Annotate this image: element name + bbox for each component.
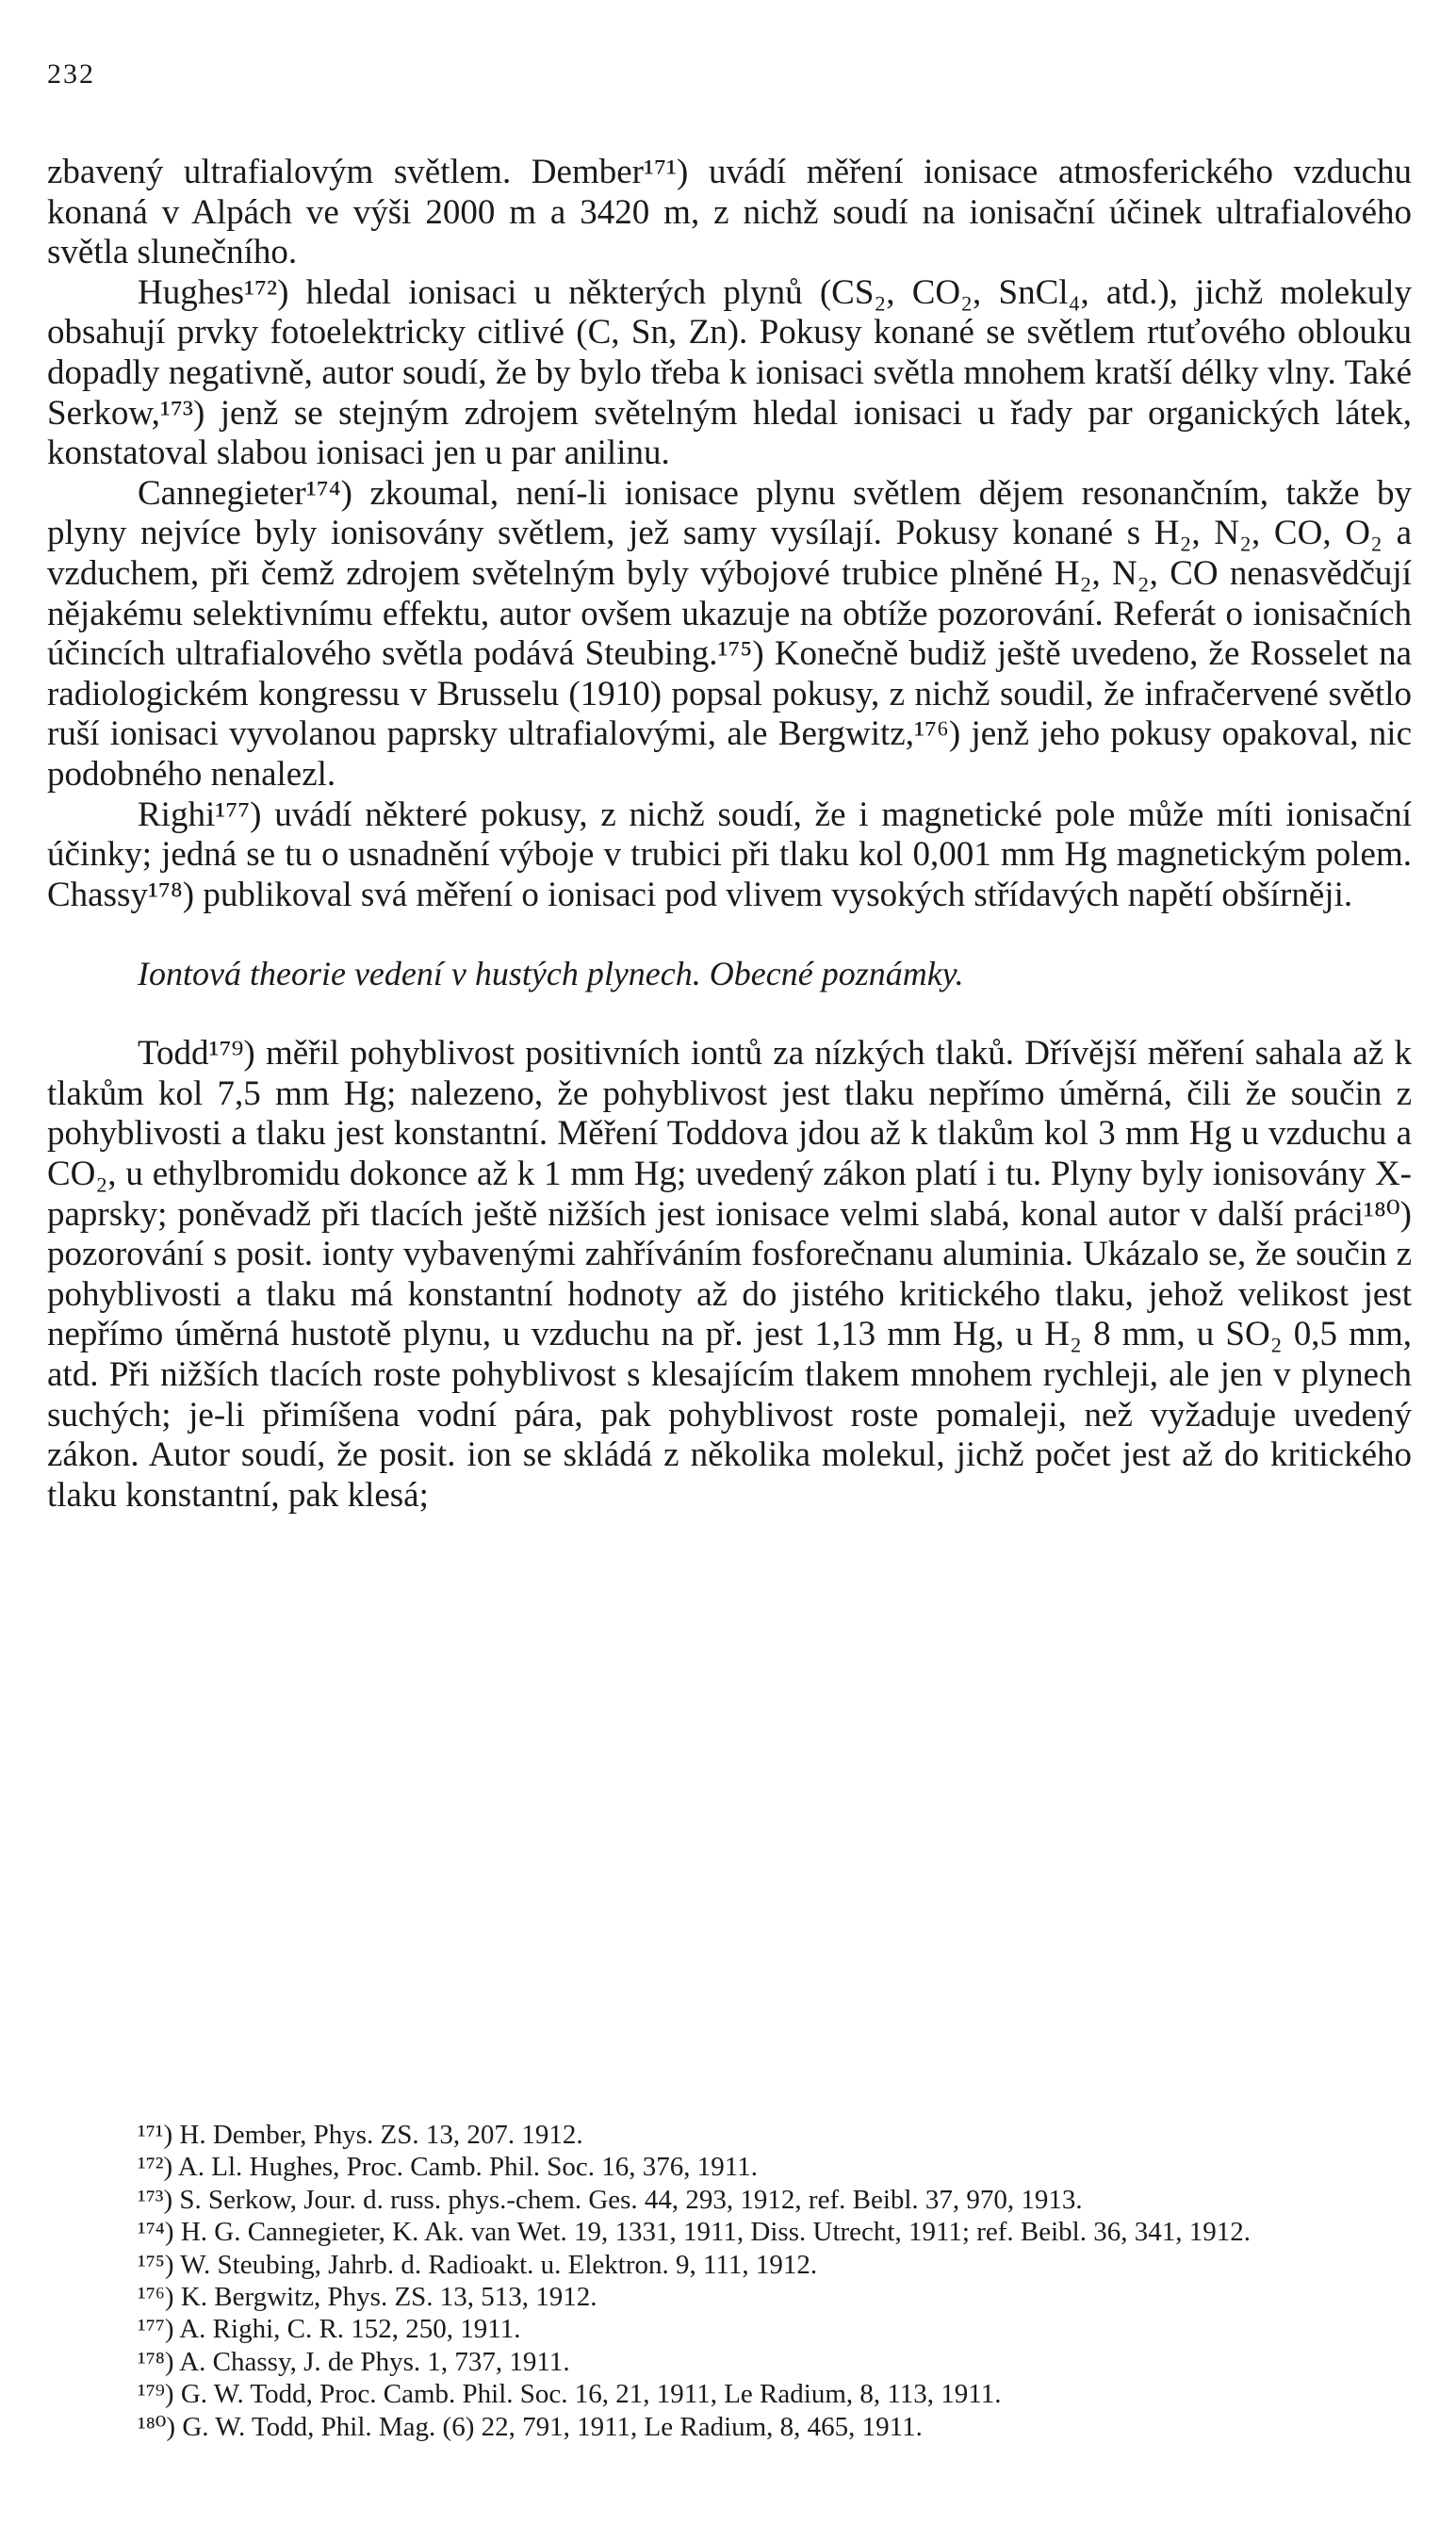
page-number: 232 xyxy=(47,58,95,90)
footnote: ¹⁷³) S. Serkow, Jour. d. russ. phys.-chem. Ges. 44, 293, 1912, ref. Beibl. 37, 970, 1913. xyxy=(138,2184,1083,2215)
footnote: ¹⁷⁵) W. Steubing, Jahrb. d. Radioakt. u. Elektron. 9, 111, 1912. xyxy=(138,2249,818,2280)
paragraph: Righi¹⁷⁷) uvádí některé pokusy, z nichž soudí, že i magnetické pole může míti ionisační účinky; jedná se tu o usnadnění výboje v trubici při tlaku kol 0,001 mm Hg magnetickým polem. Chassy¹⁷⁸) publikoval svá měření o ionisaci pod vlivem vysokých střídavých napětí obšírněji. xyxy=(47,795,1412,914)
paragraph: Cannegieter¹⁷⁴) zkoumal, není-li ionisace plynu světlem dějem resonančním, takže by plyny nejvíce byly ionisovány světlem, jež samy vysílají. Pokusy konané s H₂, N₂, CO, O₂ a vzduchem, při čemž zdrojem světelným byly výbojové trubice plněné H₂, N₂, CO nenasvědčují nějakému selektivnímu effektu, autor ovšem ukazuje na obtíže pozorování. Referát o ionisačních účincích ultrafialového světla podává Steubing.¹⁷⁵) Konečně budiž ještě uvedeno, že Rosselet na radiologickém kongressu v Brusselu (1910) popsal pokusy, z nichž soudil, že infračervené světlo ruší ionisaci vyvolanou paprsky ultrafialovými, ale Bergwitz,¹⁷⁶) jenž jeho pokusy opakoval, nic podobného nenalezl. xyxy=(47,473,1412,794)
footnote: ¹⁷⁷) A. Righi, C. R. 152, 250, 1911. xyxy=(138,2314,521,2345)
footnote: ¹⁷¹) H. Dember, Phys. ZS. 13, 207. 1912. xyxy=(138,2120,583,2150)
footnote: ¹⁸⁰) G. W. Todd, Phil. Mag. (6) 22, 791, 1911, Le Radium, 8, 465, 1911. xyxy=(138,2411,923,2442)
section-heading: Iontová theorie vedení v hustých plynech. Obecné poznámky. xyxy=(138,955,964,993)
paragraph: Hughes¹⁷²) hledal ionisaci u některých plynů (CS₂, CO₂, SnCl₄, atd.), jichž molekuly obsahují prvky fotoelektricky citlivé (C, Sn, Zn). Pokusy konané se světlem rtuťového oblouku dopadly negativně, autor soudí, že by bylo třeba k ionisaci světla mnohem kratší délky vlny. Také Serkow,¹⁷³) jenž se stejným zdrojem světelným hledal ionisaci u řady par organických látek, konstatoval slabou ionisaci jen u par anilinu. xyxy=(47,272,1412,473)
paragraph: zbavený ultrafialovým světlem. Dember¹⁷¹) uvádí měření ionisace atmosferického vzduchu konaná v Alpách ve výši 2000 m a 3420 m, z nichž soudí na ionisační účinek ultrafialového světla slunečního. xyxy=(47,153,1412,272)
footnote: ¹⁷⁶) K. Bergwitz, Phys. ZS. 13, 513, 1912. xyxy=(138,2282,597,2313)
footnote: ¹⁷²) A. Ll. Hughes, Proc. Camb. Phil. Soc. 16, 376, 1911. xyxy=(138,2152,758,2183)
footnote: ¹⁷⁴) H. G. Cannegieter, K. Ak. van Wet. 19, 1331, 1911, Diss. Utrecht, 1911; ref. Beibl. 36, 341, 1912. xyxy=(138,2217,1251,2248)
footnote: ¹⁷⁸) A. Chassy, J. de Phys. 1, 737, 1911. xyxy=(138,2346,570,2377)
footnote: ¹⁷⁹) G. W. Todd, Proc. Camb. Phil. Soc. 16, 21, 1911, Le Radium, 8, 113, 1911. xyxy=(138,2379,1002,2410)
paragraph: Todd¹⁷⁹) měřil pohyblivost positivních iontů za nízkých tlaků. Dřívější měření sahala až k tlakům kol 7,5 mm Hg; nalezeno, že pohyblivost jest tlaku nepřímo úměrná, čili že součin z pohyblivosti a tlaku jest konstantní. Měření Toddova jdou až k tlakům kol 3 mm Hg u vzduchu a CO₂, u ethylbromidu dokonce až k 1 mm Hg; uvedený zákon platí i tu. Plyny byly ionisovány X-paprsky; poněvadž při tlacích ještě nižších jest ionisace velmi slabá, konal autor v další práci¹⁸⁰) pozorování s posit. ionty vybavenými zahříváním fosforečnanu aluminia. Ukázalo se, že součin z pohyblivosti a tlaku má konstantní hodnoty až do jistého kritického tlaku, jehož velikost jest nepřímo úměrná hustotě plynu, u vzduchu na př. jest 1,13 mm Hg, u H₂ 8 mm, u SO₂ 0,5 mm, atd. Při nižších tlacích roste pohyblivost s klesajícím tlakem mnohem rychleji, ale jen v plynech suchých; je-li přimíšena vodní pára, pak pohyblivost roste pomaleji, než vyžaduje uvedený zákon. Autor soudí, že posit. ion se skládá z několika molekul, jichž počet jest až do kritického tlaku konstantní, pak klesá; xyxy=(47,1034,1412,1515)
footnotes xyxy=(47,2119,1412,2443)
main-text xyxy=(47,153,1412,1516)
